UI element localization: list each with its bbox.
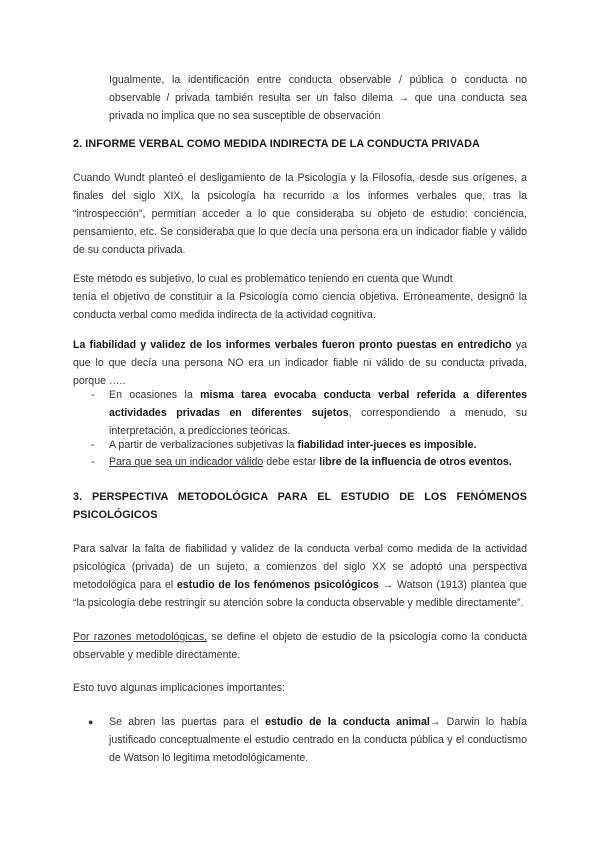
list-item-3-mid: debe estar: [263, 456, 320, 468]
section-2-paragraph-2: [73, 270, 527, 324]
list-item: [88, 713, 527, 767]
section-3-paragraph-3: Esto tuvo algunas implicaciones importantes:: [73, 682, 285, 694]
section-3-p1-bold: estudio de los fenómenos psicológicos: [176, 579, 379, 591]
section-2-paragraph-1: Cuando Wundt planteó el desligamiento de la Psicología y la Filosofía, desde sus orígenes, a finales del siglo XIX, la psicología ha recurrido a los informes verbales que, tras la “introspección”, permitían acceder a lo que consideraba su objeto de estudio: conciencia, pensamiento, etc. Se consideraba que lo que decía una persona era un indicador fiable y válido de su conducta privada.: [73, 172, 527, 256]
paragraph-2-rest: tenía el objetivo de constituir a la Psicología como ciencia objetiva. Erróneamente, designó la conducta verbal como medida indirecta de la actividad cognitiva.: [73, 291, 527, 321]
dash-marker: -: [91, 389, 95, 401]
section-3-p1-post: → Watson (1913) plantea que “la psicología debe restringir su atención sobre la conducta observable y medible directamente”.: [73, 579, 527, 609]
paragraph-3-bold: La fiabilidad y validez de los informes verbales fueron pronto puestas en entredicho: [73, 339, 512, 351]
paragraph-2-first-line: Este método es subjetivo, lo cual es problemático teniendo en cuenta que Wundt: [73, 273, 453, 285]
dash-marker: -: [91, 456, 95, 468]
list-item: [91, 453, 527, 471]
bullet-marker: ●: [88, 717, 94, 727]
dash-marker: -: [91, 439, 95, 451]
list-item: [91, 436, 527, 454]
bullet-post: → Darwin lo había justificado conceptualmente el estudio centrado en la conducta pública y el conductismo de Watson lo legitima metodológicamente.: [109, 716, 527, 764]
section-3-p1-pre: Para salvar la falta de fiabilidad y validez de la conducta verbal como medida de la actividad psicológica (privada) de un sujeto, a comienzos del siglo XX se adoptó una perspectiva metodológica para el: [73, 543, 527, 591]
list-item-text: [88, 713, 527, 767]
section-3-p2-rest: se define el objeto de estudio de la psicología como la conducta observable y medible directamente.: [73, 631, 527, 661]
list-item-text: [91, 436, 527, 454]
bullet-bold: estudio de la conducta animal: [265, 716, 430, 728]
list-item-3-bold: libre de la influencia de otros eventos.: [319, 456, 512, 468]
section-3-paragraph-2: [73, 628, 527, 664]
list-item-1-post: , correspondiendo a menudo, su interpretación, a predicciones teóricas.: [109, 407, 527, 437]
section-3-p2-underline: Por razones metodológicas,: [73, 631, 208, 643]
list-item-text: [91, 453, 527, 471]
list-item-2-bold: fiabilidad inter-jueces es imposible.: [297, 439, 477, 451]
section-3-paragraph-1: [73, 540, 527, 612]
paragraph-3-rest: ya que lo que decía una persona NO era un indicador fiable ni válido de su conducta privada, porque …..: [73, 339, 527, 387]
section-3-heading: 3. PERSPECTIVA METODOLÓGICA PARA EL ESTUDIO DE LOS FENÓMENOS PSICOLÓGICOS: [73, 491, 527, 521]
list-item-1-pre: En ocasiones la: [109, 389, 201, 401]
list-item-3-underline: Para que sea un indicador válido: [109, 456, 264, 468]
section-2-paragraph-3: [73, 336, 527, 390]
section-2-heading: 2. INFORME VERBAL COMO MEDIDA INDIRECTA DE LA CONDUCTA PRIVADA: [73, 138, 480, 150]
list-item-text: [91, 386, 527, 440]
list-item-1-bold: misma tarea evocaba conducta verbal referida a diferentes actividades privadas en diferentes sujetos: [109, 389, 527, 419]
list-item-2-pre: A partir de verbalizaciones subjetivas la: [109, 439, 298, 451]
bullet-pre: Se abren las puertas para el: [109, 716, 266, 728]
intro-paragraph: Igualmente, la identificación entre conducta observable / pública o conducta no observable / privada también resulta ser un falso dilema → que una conducta sea privada no implica que no sea susceptible de observación: [109, 74, 527, 122]
list-item: [91, 386, 527, 440]
